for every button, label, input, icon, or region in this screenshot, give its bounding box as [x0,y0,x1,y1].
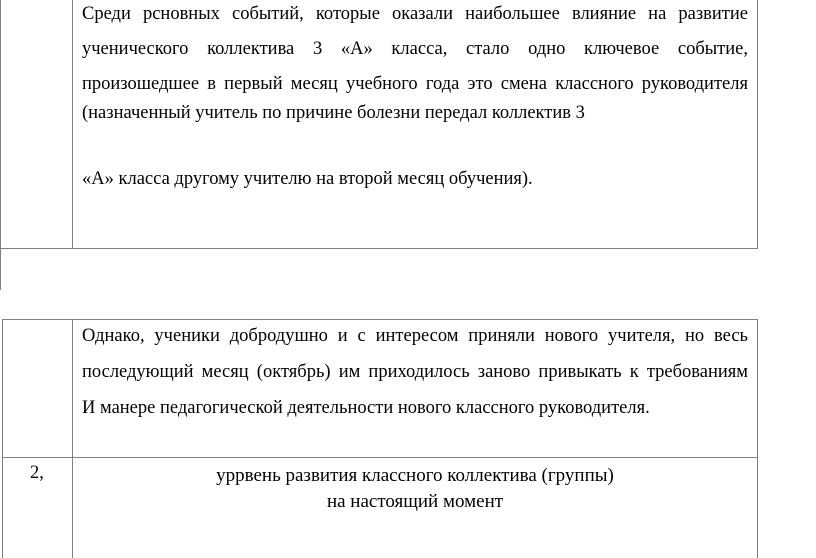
table1-line-3: произошедшее в первый месяц учебного года это смена классного руководителя [82,74,748,94]
section-title-line-2: на настоящий момент [326,491,504,512]
table1-column-divider [72,0,73,248]
table1-line-2: ученического коллектива 3 «А» класса, стало одно ключевое событие, [82,39,748,59]
table1-line-4: (назначенный учитель по причине болезни передал коллектив 3 [82,103,585,123]
table2-left-border [2,319,3,558]
section-title-line-1: уррвень развития классного коллектива (группы) [216,465,614,486]
table2-row-divider [2,457,758,458]
table2-line-1: Однако, ученики добродушно и с интересом приняли нового учителя, но весь [82,326,748,346]
table2-column-divider [72,319,73,558]
table1-right-border [757,0,758,248]
table1-line-5: «А» класса другому учителю на второй месяц обучения). [82,169,533,189]
table1-bottom-border [0,248,758,249]
table2-right-border [757,319,758,558]
table1-left-border [0,0,1,290]
row-number: 2, [30,463,44,483]
table2-line-3: И манере педагогической деятельности нового классного руководителя. [82,398,650,418]
table2-line-2: последующий месяц (октябрь) им приходилось заново привыкать к требованиям [82,362,748,382]
table1-line-1: Среди рсновных событий, которые оказали наибольшее влияние на развитие [82,4,748,24]
